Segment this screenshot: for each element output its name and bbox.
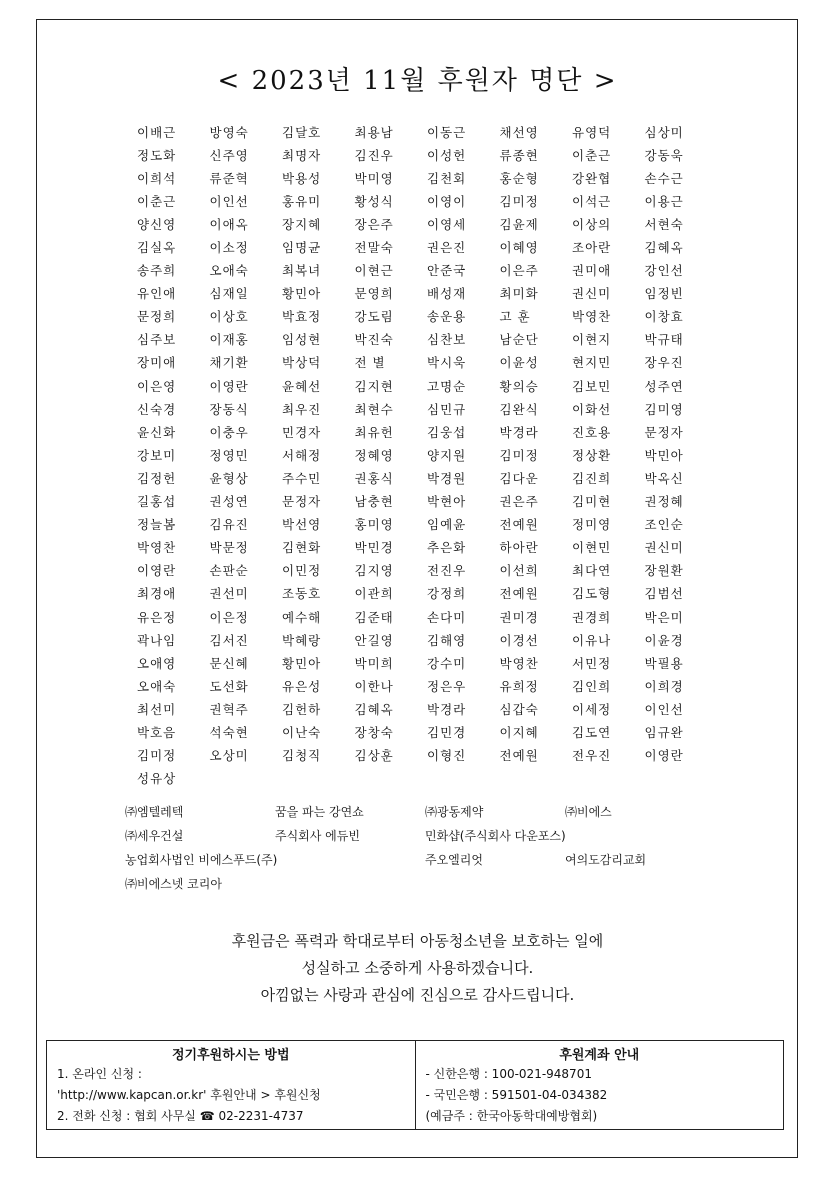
donor-name: 권선미 [209, 586, 249, 602]
donor-name: 박용성 [282, 170, 322, 186]
donor-row [137, 490, 717, 513]
donor-name: 이은주 [499, 263, 539, 279]
donor-name: 김서진 [209, 632, 249, 648]
donor-name: 강동욱 [644, 147, 684, 163]
donor-name: 전 별 [354, 355, 386, 371]
donor-name: 김미정 [499, 447, 539, 463]
donor-name: 김민경 [427, 724, 467, 740]
donor-name: 박호음 [137, 724, 177, 740]
donor-name: 강수미 [427, 655, 467, 671]
donor-name: 이영란 [644, 748, 684, 764]
donor-name: 김해영 [427, 632, 467, 648]
donor-row [137, 235, 717, 258]
donor-name: 권은주 [499, 494, 539, 510]
donor-name: 길홍섭 [137, 494, 177, 510]
donor-name: 심찬보 [427, 332, 467, 348]
donor-name: 김미영 [644, 401, 684, 417]
donor-name: 이춘근 [137, 193, 177, 209]
donor-row [137, 282, 717, 305]
donor-name: 이영이 [427, 193, 467, 209]
donor-name: 배성재 [427, 286, 467, 302]
donor-name: 이희경 [644, 678, 684, 694]
donor-name: 이형진 [427, 748, 467, 764]
donor-name: 김도형 [572, 586, 612, 602]
donor-name: 이민정 [282, 563, 322, 579]
donor-name: 이인선 [209, 193, 249, 209]
donor-name: 김윤제 [499, 216, 539, 232]
donor-name: 고명순 [427, 378, 467, 394]
donor-name: 박상덕 [282, 355, 322, 371]
donor-name: 문정자 [282, 494, 322, 510]
corporate-row [125, 803, 725, 827]
donor-name: 김완식 [499, 401, 539, 417]
donor-name: 최미화 [499, 286, 539, 302]
account-holder: (예금주 : 한국아동학대예방협회) [425, 1109, 598, 1123]
regular-donation-method [47, 1041, 415, 1129]
donor-name: 권경희 [572, 609, 612, 625]
donor-name: 박현아 [427, 494, 467, 510]
donor-name: 이현민 [572, 540, 612, 556]
donor-name: 김도연 [572, 724, 612, 740]
donor-row [137, 767, 717, 790]
donor-name: 김현화 [282, 540, 322, 556]
corporate-donor-name: 꿈을 파는 강연쇼 [275, 805, 364, 819]
donor-name: 서민정 [572, 655, 612, 671]
donor-name: 박영찬 [499, 655, 539, 671]
corporate-donor-name: 주오엘리엇 [425, 853, 483, 867]
donor-name: 채선영 [499, 124, 539, 140]
donor-name: 이선희 [499, 563, 539, 579]
donor-name: 최선미 [137, 701, 177, 717]
donor-row [137, 120, 717, 143]
donor-name: 손수근 [644, 170, 684, 186]
donor-name: 전예원 [499, 748, 539, 764]
donor-name: 김천회 [427, 170, 467, 186]
method-line-url: 'http://www.kapcan.or.kr' 후원안내 > 후원신청 [57, 1088, 321, 1102]
donor-name: 김지영 [354, 563, 394, 579]
method-line-phone: 2. 전화 신청 : 협회 사무실 ☎ 02-2231-4737 [57, 1109, 304, 1123]
donor-name: 서해정 [282, 447, 322, 463]
donor-name: 임명균 [282, 240, 322, 256]
donor-name: 황성식 [354, 193, 394, 209]
donor-name: 전예원 [499, 586, 539, 602]
donor-name: 김다운 [499, 470, 539, 486]
donor-name: 조인순 [644, 517, 684, 533]
donor-name: 심주보 [137, 332, 177, 348]
donor-name: 박혜랑 [282, 632, 322, 648]
donor-name: 정은우 [427, 678, 467, 694]
donor-name: 전말숙 [354, 240, 394, 256]
donor-name: 이현지 [572, 332, 612, 348]
donor-row [137, 328, 717, 351]
donor-name: 오애숙 [137, 678, 177, 694]
donor-name: 채기환 [209, 355, 249, 371]
donor-name: 방영숙 [209, 124, 249, 140]
donor-name: 최복녀 [282, 263, 322, 279]
donor-row [137, 559, 717, 582]
donor-name: 이현근 [354, 263, 394, 279]
donor-name: 심상미 [644, 124, 684, 140]
donor-name: 이인선 [644, 701, 684, 717]
donor-name: 이상호 [209, 309, 249, 325]
donor-name: 권신미 [644, 540, 684, 556]
donor-name: 신숙경 [137, 401, 177, 417]
donor-name: 이성헌 [427, 147, 467, 163]
donor-name: 김미정 [499, 193, 539, 209]
message-line: 성실하고 소중하게 사용하겠습니다. [301, 959, 534, 977]
donor-name: 김미현 [572, 494, 612, 510]
account-line-shinhan: - 신한은행 : 100-021-948701 [425, 1067, 592, 1081]
message-line: 후원금은 폭력과 학대로부터 아동청소년을 보호하는 일에 [231, 932, 604, 950]
donor-name: 이창효 [644, 309, 684, 325]
donor-name: 이애옥 [209, 216, 249, 232]
donor-name: 정도화 [137, 147, 177, 163]
donor-name: 류준혁 [209, 170, 249, 186]
donor-name: 임성현 [282, 332, 322, 348]
donor-row [137, 143, 717, 166]
donor-name: 하아란 [499, 540, 539, 556]
donor-name: 정영민 [209, 447, 249, 463]
donor-name: 박시욱 [427, 355, 467, 371]
donor-name: 홍유미 [282, 193, 322, 209]
donor-row [137, 259, 717, 282]
donor-name: 장은주 [354, 216, 394, 232]
donor-name: 박경라 [427, 701, 467, 717]
donor-name: 이혜영 [499, 240, 539, 256]
donor-name: 심재일 [209, 286, 249, 302]
donor-name: 박경라 [499, 424, 539, 440]
page-title: < 2023년 11월 후원자 명단 > [217, 66, 618, 96]
donor-name: 전진우 [427, 563, 467, 579]
donor-name: 오애영 [137, 655, 177, 671]
donor-name: 이은정 [209, 609, 249, 625]
donor-name: 이윤경 [644, 632, 684, 648]
donor-name: 강정희 [427, 586, 467, 602]
donor-name: 이관희 [354, 586, 394, 602]
donor-name: 김지현 [354, 378, 394, 394]
donor-name: 권은진 [427, 240, 467, 256]
donor-name: 박경원 [427, 470, 467, 486]
donor-name: 강완협 [572, 170, 612, 186]
donor-name: 심갑숙 [499, 701, 539, 717]
donor-name: 김웅섭 [427, 424, 467, 440]
donor-name: 손다미 [427, 609, 467, 625]
donor-row [137, 697, 717, 720]
donor-row [137, 443, 717, 466]
donor-name: 이영세 [427, 216, 467, 232]
corporate-row [125, 875, 725, 899]
donor-name-list [137, 120, 717, 790]
donor-name: 장미애 [137, 355, 177, 371]
donor-row [137, 628, 717, 651]
donor-row [137, 605, 717, 628]
donor-name: 황민아 [282, 655, 322, 671]
donor-name: 이용근 [644, 193, 684, 209]
donor-name: 이경선 [499, 632, 539, 648]
donor-name: 이화선 [572, 401, 612, 417]
donor-name: 박민경 [354, 540, 394, 556]
donor-name: 심민규 [427, 401, 467, 417]
donor-name: 이지혜 [499, 724, 539, 740]
corporate-donor-name: ㈜엠텔레텍 [125, 805, 184, 819]
donor-name: 박은미 [644, 609, 684, 625]
donor-name: 황의승 [499, 378, 539, 394]
donor-name: 이춘근 [572, 147, 612, 163]
donor-name: 곽나임 [137, 632, 177, 648]
donor-name: 성유상 [137, 771, 177, 787]
message-line: 아낌없는 사랑과 관심에 진심으로 감사드립니다. [260, 986, 575, 1004]
donor-name: 이유나 [572, 632, 612, 648]
donor-name: 김실옥 [137, 240, 177, 256]
corporate-donor-name: 주식회사 에듀빈 [275, 829, 360, 843]
donor-name: 권신미 [572, 286, 612, 302]
donor-name: 문영희 [354, 286, 394, 302]
donation-info-table [46, 1040, 784, 1130]
donor-row [137, 536, 717, 559]
donor-name: 임규완 [644, 724, 684, 740]
donor-name: 박진숙 [354, 332, 394, 348]
corporate-donor-name: 민화샵(주식회사 다운포스) [425, 829, 566, 843]
donor-name: 성주연 [644, 378, 684, 394]
donor-name: 홍미영 [354, 517, 394, 533]
donor-name: 류종현 [499, 147, 539, 163]
donor-name: 이세정 [572, 701, 612, 717]
donor-row [137, 189, 717, 212]
donor-name: 김미정 [137, 748, 177, 764]
donor-name: 김범선 [644, 586, 684, 602]
corporate-donor-name: ㈜비에스 [565, 805, 612, 819]
donor-name: 석숙현 [209, 724, 249, 740]
donor-name: 권홍식 [354, 470, 394, 486]
donor-name: 전우진 [572, 748, 612, 764]
donor-name: 예수해 [282, 609, 322, 625]
donor-name: 김혜옥 [354, 701, 394, 717]
donor-name: 김진희 [572, 470, 612, 486]
donor-name: 강인선 [644, 263, 684, 279]
donor-name: 양지원 [427, 447, 467, 463]
donor-name: 이은영 [137, 378, 177, 394]
donor-name: 최용남 [354, 124, 394, 140]
donor-name: 최우진 [282, 401, 322, 417]
donor-name: 조동호 [282, 586, 322, 602]
donor-row [137, 744, 717, 767]
donor-name: 추은화 [427, 540, 467, 556]
donor-name: 이충우 [209, 424, 249, 440]
donor-name: 박미희 [354, 655, 394, 671]
donor-name: 현지민 [572, 355, 612, 371]
corporate-donor-name: 여의도감리교회 [565, 853, 647, 867]
donor-name: 도선화 [209, 678, 249, 694]
donor-name: 박선영 [282, 517, 322, 533]
donor-name: 김유진 [209, 517, 249, 533]
donor-name: 문정희 [137, 309, 177, 325]
donor-name: 박필용 [644, 655, 684, 671]
donor-name: 민경자 [282, 424, 322, 440]
donor-row [137, 374, 717, 397]
donor-name: 장지혜 [282, 216, 322, 232]
donation-account-info [415, 1041, 784, 1129]
donor-name: 김진우 [354, 147, 394, 163]
donor-name: 김준태 [354, 609, 394, 625]
donor-row [137, 420, 717, 443]
donor-name: 안길영 [354, 632, 394, 648]
donor-name: 주수민 [282, 470, 322, 486]
donor-name: 오애숙 [209, 263, 249, 279]
donor-name: 진호용 [572, 424, 612, 440]
donor-name: 정늘봄 [137, 517, 177, 533]
donor-name: 유희정 [499, 678, 539, 694]
donor-name: 박효정 [282, 309, 322, 325]
donor-name: 김보민 [572, 378, 612, 394]
donor-name: 박민아 [644, 447, 684, 463]
donor-name: 이배근 [137, 124, 177, 140]
donor-row [137, 466, 717, 489]
donor-row [137, 513, 717, 536]
donor-name: 정혜영 [354, 447, 394, 463]
donor-name: 박영찬 [137, 540, 177, 556]
donor-name: 박영찬 [572, 309, 612, 325]
thank-you-message [0, 928, 835, 1009]
corporate-donor-name: ㈜비에스넷 코리아 [125, 877, 222, 891]
account-info-header: 후원계좌 안내 [559, 1048, 640, 1063]
donor-name: 권미경 [499, 609, 539, 625]
donor-name: 문신혜 [209, 655, 249, 671]
donor-name: 김혜옥 [644, 240, 684, 256]
donor-name: 박옥신 [644, 470, 684, 486]
donor-name: 유은성 [282, 678, 322, 694]
donor-name: 강도림 [354, 309, 394, 325]
donor-name: 손판순 [209, 563, 249, 579]
donor-row [137, 651, 717, 674]
donor-name: 김인희 [572, 678, 612, 694]
donor-row [137, 166, 717, 189]
donor-name: 이희석 [137, 170, 177, 186]
donor-name: 이영란 [137, 563, 177, 579]
donor-name: 유영덕 [572, 124, 612, 140]
donor-row [137, 351, 717, 374]
donor-name: 전예원 [499, 517, 539, 533]
donor-name: 윤형상 [209, 470, 249, 486]
donor-name: 임예윤 [427, 517, 467, 533]
donor-name: 최유헌 [354, 424, 394, 440]
donor-name: 권혁주 [209, 701, 249, 717]
donor-name: 남순단 [499, 332, 539, 348]
donor-name: 박문정 [209, 540, 249, 556]
donor-name: 장창숙 [354, 724, 394, 740]
donor-name: 권정혜 [644, 494, 684, 510]
donor-name: 이소정 [209, 240, 249, 256]
donor-row [137, 582, 717, 605]
donor-name: 이석근 [572, 193, 612, 209]
donor-name: 윤혜선 [282, 378, 322, 394]
donor-name: 김청직 [282, 748, 322, 764]
donor-name: 최다연 [572, 563, 612, 579]
donor-name: 김헌하 [282, 701, 322, 717]
donor-name: 이윤성 [499, 355, 539, 371]
donor-name: 장원환 [644, 563, 684, 579]
donor-name: 박미영 [354, 170, 394, 186]
donor-row [137, 720, 717, 743]
donor-name: 권미애 [572, 263, 612, 279]
corporate-row [125, 851, 725, 875]
donor-name: 양신영 [137, 216, 177, 232]
donor-name: 서현숙 [644, 216, 684, 232]
donor-name: 신주영 [209, 147, 249, 163]
donor-name: 조아란 [572, 240, 612, 256]
donor-row [137, 305, 717, 328]
donor-row [137, 674, 717, 697]
donor-name: 정상환 [572, 447, 612, 463]
donor-name: 박규태 [644, 332, 684, 348]
regular-donation-header: 정기후원하시는 방법 [171, 1048, 290, 1063]
corporate-donor-name: ㈜광동제약 [425, 805, 484, 819]
donor-name: 문정자 [644, 424, 684, 440]
donor-name: 남충현 [354, 494, 394, 510]
donor-name: 유은정 [137, 609, 177, 625]
donor-name: 이상의 [572, 216, 612, 232]
donor-row [137, 212, 717, 235]
donor-name: 안준국 [427, 263, 467, 279]
donor-name: 홍순형 [499, 170, 539, 186]
donor-name: 강보미 [137, 447, 177, 463]
donor-name: 정미영 [572, 517, 612, 533]
donor-name: 임정빈 [644, 286, 684, 302]
donor-name: 김달호 [282, 124, 322, 140]
donor-name: 이난숙 [282, 724, 322, 740]
corporate-donor-name: 농업회사법인 비에스푸드(주) [125, 853, 278, 867]
donor-name: 장동식 [209, 401, 249, 417]
donor-name: 송주희 [137, 263, 177, 279]
donor-name: 송운용 [427, 309, 467, 325]
donor-name: 김상훈 [354, 748, 394, 764]
donor-name: 오상미 [209, 748, 249, 764]
donor-name: 고 훈 [499, 309, 531, 325]
donor-name: 장우진 [644, 355, 684, 371]
donor-name: 최현수 [354, 401, 394, 417]
method-line-online: 1. 온라인 신청 : [57, 1067, 142, 1081]
donor-row [137, 397, 717, 420]
donor-name: 최명자 [282, 147, 322, 163]
donor-name: 윤신화 [137, 424, 177, 440]
donor-name: 이재홍 [209, 332, 249, 348]
corporate-donor-list [125, 803, 725, 899]
donor-name: 이동근 [427, 124, 467, 140]
corporate-donor-name: ㈜세우건설 [125, 829, 184, 843]
donor-name: 이영란 [209, 378, 249, 394]
donor-name: 이한나 [354, 678, 394, 694]
donor-name: 최경애 [137, 586, 177, 602]
donor-name: 김정헌 [137, 470, 177, 486]
donor-name: 권성연 [209, 494, 249, 510]
donor-name: 유인애 [137, 286, 177, 302]
corporate-row [125, 827, 725, 851]
account-line-kookmin: - 국민은행 : 591501-04-034382 [425, 1088, 608, 1102]
donor-name: 황민아 [282, 286, 322, 302]
